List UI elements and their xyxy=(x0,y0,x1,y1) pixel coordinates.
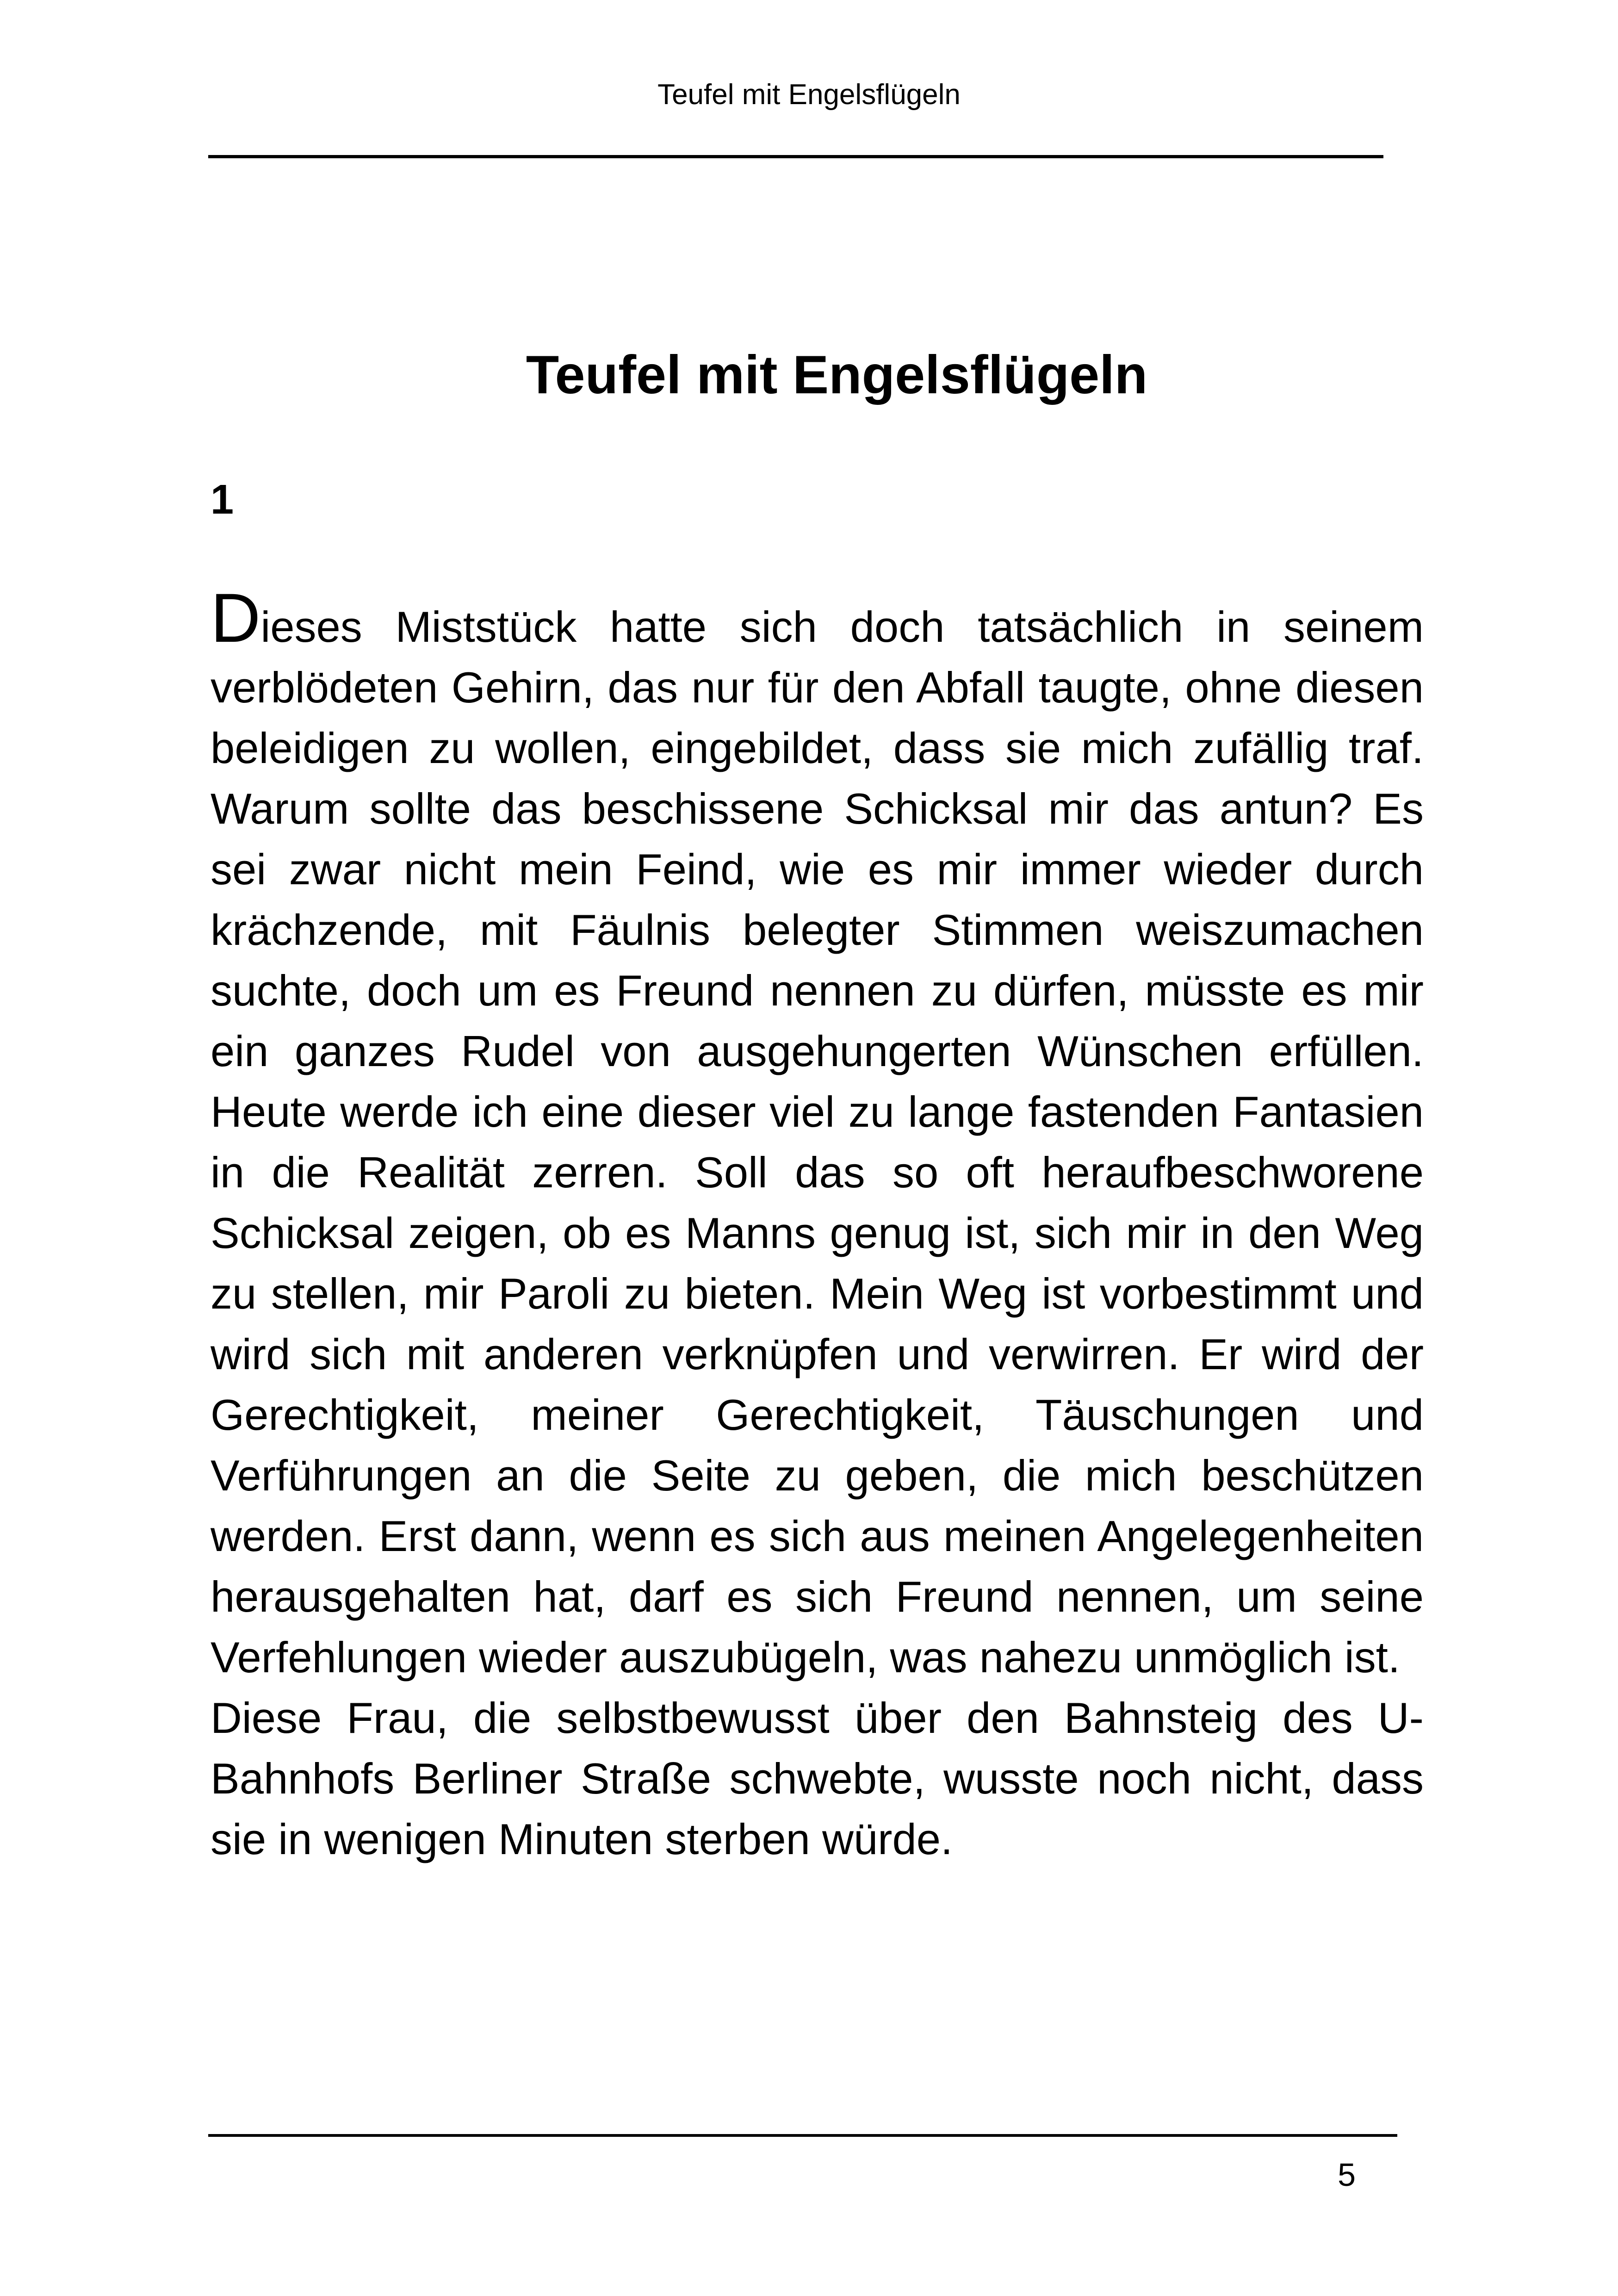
running-header: Teufel mit Engelsflügeln xyxy=(657,79,961,111)
paragraph-1-text: ieses Miststück hatte sich doch tatsächlich in seinem verblödeten Gehirn, das nur für den Abfall taugte, ohne diesen beleidigen zu wollen, eingebildet, dass sie mich zufällig traf. Warum sollte das beschissene Schicksal mir das antun? Es sei zwar nicht mein Feind, wie es mir immer wieder durch krächzende, mit Fäulnis belegter Stimmen weiszumachen suchte, doch um es Freund nennen zu dürfen, müsste es mir ein ganzes Rudel von ausgehungerten Wünschen erfüllen. Heute werde ich eine dieser viel zu lange fastenden Fantasien in die Realität zerren. Soll das so oft heraufbeschworene Schicksal zeigen, ob es Manns genug ist, sich mir in den Weg zu stellen, mir Paroli zu bieten. Mein Weg ist vorbestimmt und wird sich mit anderen verknüpfen und verwirren. Er wird der Gerechtigkeit, meiner Gerechtigkeit, Täuschungen und Verführungen an die Seite zu geben, die mich beschützen werden. Erst dann, wenn es sich aus meinen Angelegenheiten herausgehalten hat, darf es sich Freund nennen, um seine Verfehlungen wieder auszubügeln, was nahezu unmöglich ist. xyxy=(211,602,1424,1682)
body-text xyxy=(211,579,1424,1869)
footer-rule xyxy=(208,2134,1397,2137)
paragraph-1 xyxy=(211,579,1424,1688)
page-number: 5 xyxy=(1338,2157,1356,2193)
header-rule xyxy=(208,155,1383,158)
paragraph-2: Diese Frau, die selbstbewusst über den Bahnsteig des U-Bahnhofs Berliner Straße schwebte, wusste noch nicht, dass sie in wenigen Minuten sterben würde. xyxy=(211,1694,1424,1863)
chapter-number: 1 xyxy=(211,477,234,523)
drop-cap: D xyxy=(211,579,261,657)
book-title: Teufel mit Engelsflügeln xyxy=(526,344,1148,405)
